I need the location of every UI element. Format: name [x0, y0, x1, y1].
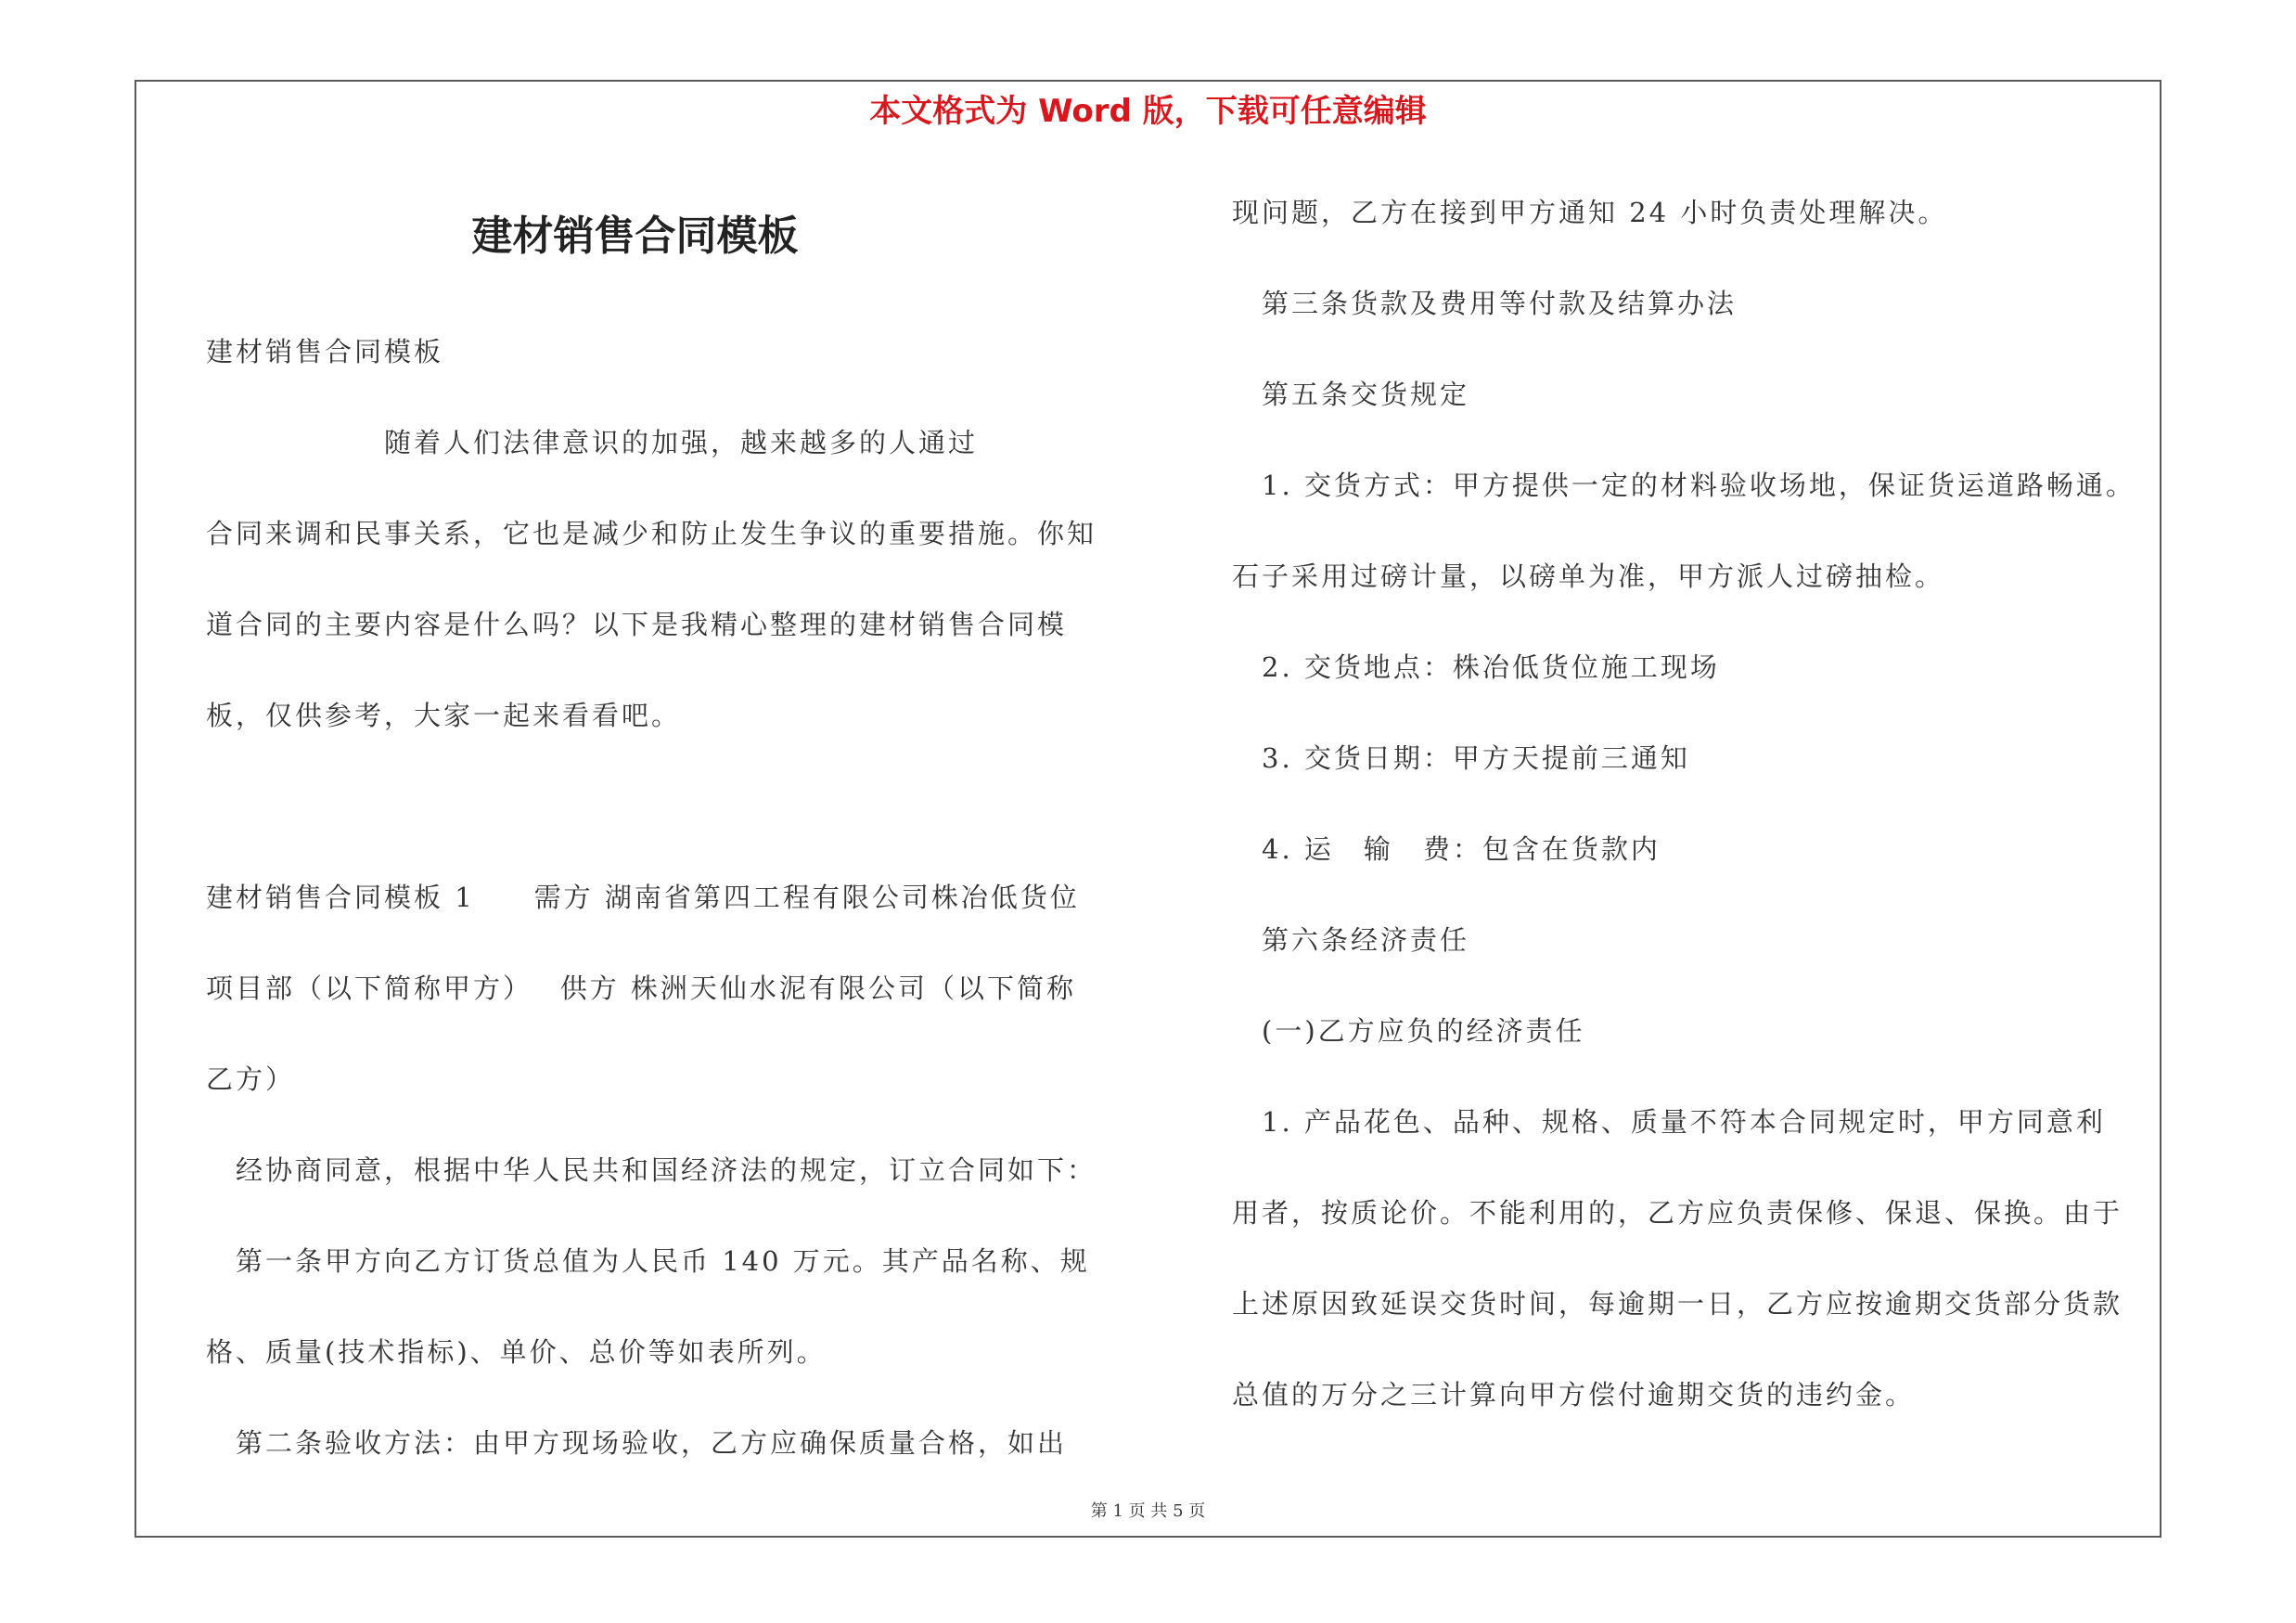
word-format-banner: 本文格式为 Word 版，下载可任意编辑	[869, 93, 1427, 130]
text-line: 板，仅供参考，大家一起来看看吧。	[206, 700, 682, 731]
text-line: 格、质量(技术指标)、单价、总价等如表所列。	[206, 1336, 827, 1368]
text-line: 项目部（以下简称甲方） 供方 株洲天仙水泥有限公司（以下简称	[206, 973, 1076, 1004]
text-line: 第二条验收方法：由甲方现场验收，乙方应确保质量合格，如出	[206, 1427, 1068, 1459]
text-line: 3. 交货日期：甲方天提前三通知	[1232, 742, 1690, 774]
text-line: 现问题，乙方在接到甲方通知 24 小时负责处理解决。	[1232, 197, 1948, 228]
text-line: 4. 运 输 费：包含在货款内	[1232, 833, 1661, 865]
text-line: 经协商同意，根据中华人民共和国经济法的规定，订立合同如下：	[206, 1154, 1097, 1186]
right-text-column	[1232, 0, 2160, 1522]
text-line: 第一条甲方向乙方订货总值为人民币 140 万元。其产品名称、规	[206, 1245, 1090, 1277]
text-line: 1. 产品花色、品种、规格、质量不符本合同规定时，甲方同意利	[1232, 1106, 2106, 1138]
text-line: 1. 交货方式：甲方提供一定的材料验收场地，保证货运道路畅通。	[1232, 470, 2136, 501]
text-line: 第五条交货规定	[1232, 379, 1470, 410]
text-line: 总值的万分之三计算向甲方偿付逾期交货的违约金。	[1232, 1379, 1916, 1410]
text-line: 建材销售合同模板	[206, 336, 444, 367]
text-line: 2. 交货地点：株冶低货位施工现场	[1232, 651, 1720, 683]
text-line: 第三条货款及费用等付款及结算办法	[1232, 288, 1738, 319]
text-line: 第六条经济责任	[1232, 924, 1470, 956]
text-line: 道合同的主要内容是什么吗？以下是我精心整理的建材销售合同模	[206, 609, 1068, 640]
text-line: 建材销售合同模板 1 需方 湖南省第四工程有限公司株冶低货位	[206, 882, 1080, 913]
page-number-footer: 第 1 页 共 5 页	[1090, 1501, 1206, 1521]
document-title: 建材销售合同模板	[471, 213, 799, 260]
text-line: 随着人们法律意识的加强，越来越多的人通过	[206, 427, 979, 458]
text-line: 石子采用过磅计量，以磅单为准，甲方派人过磅抽检。	[1232, 560, 1945, 592]
left-text-column	[206, 0, 1132, 1522]
text-line: (一)乙方应负的经济责任	[1232, 1015, 1585, 1047]
text-line: 上述原因致延误交货时间，每逾期一日，乙方应按逾期交货部分货款	[1232, 1288, 2123, 1320]
text-line: 合同来调和民事关系，它也是减少和防止发生争议的重要措施。你知	[206, 518, 1097, 549]
text-line: 用者，按质论价。不能利用的，乙方应负责保修、保退、保换。由于	[1232, 1197, 2123, 1229]
text-line: 乙方）	[206, 1063, 296, 1095]
